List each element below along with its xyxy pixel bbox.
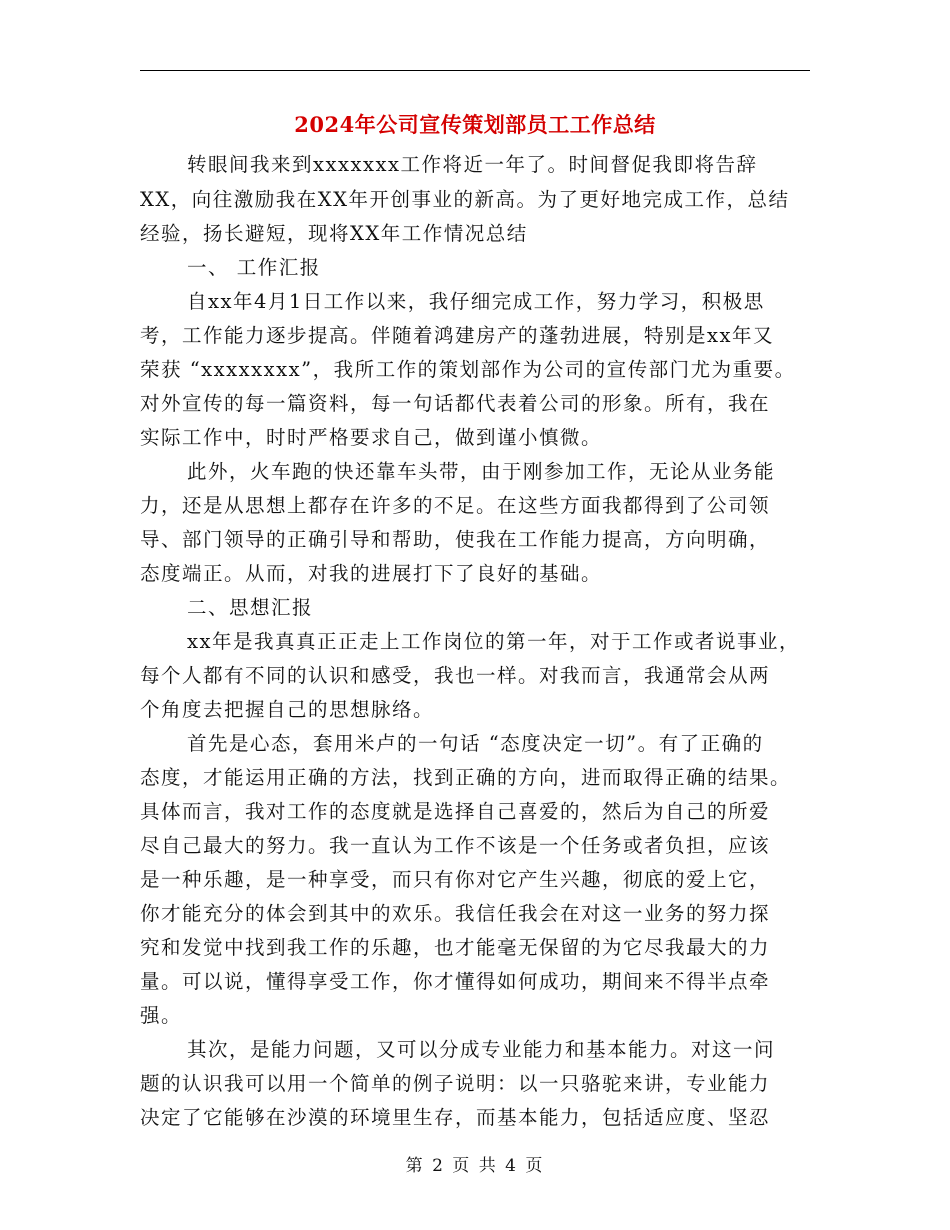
body-line: 个角度去把握自己的思想脉络。	[140, 698, 435, 721]
body-line: 题的认识我可以用一个简单的例子说明：以一只骆驼来讲，专业能力	[140, 1072, 771, 1095]
body-line: 力，还是从思想上都存在许多的不足。在这些方面我都得到了公司领	[140, 494, 771, 517]
body-line: 究和发觉中找到我工作的乐趣，也才能毫无保留的为它尽我最大的力	[140, 936, 771, 959]
body-line: 态度，才能运用正确的方法，找到正确的方向，进而取得正确的结果。	[140, 766, 792, 789]
body-line: 具体而言，我对工作的态度就是选择自己喜爱的，然后为自己的所爱	[140, 800, 771, 823]
body-line: 你才能充分的体会到其中的欢乐。我信任我会在对这一业务的努力探	[140, 902, 771, 925]
body-line: 荣获 “xxxxxxxx”，我所工作的策划部作为公司的宣传部门尤为重要。	[140, 358, 796, 381]
document-title: 2024年公司宣传策划部员工工作总结	[294, 112, 656, 137]
body-line: 考，工作能力逐步提高。伴随着鸿建房产的蓬勃进展，特别是xx年又	[140, 324, 774, 347]
page-number-footer: 第 2 页 共 4 页	[405, 1156, 545, 1176]
body-line: 转眼间我来到xxxxxxx工作将近一年了。时间督促我即将告辞	[187, 153, 758, 176]
body-line: 态度端正。从而，对我的进展打下了良好的基础。	[140, 562, 603, 585]
body-line: 对外宣传的每一篇资料，每一句话都代表着公司的形象。所有，我在	[140, 392, 771, 415]
body-line: 尽自己最大的努力。我一直认为工作不该是一个任务或者负担，应该	[140, 834, 771, 857]
body-line: 首先是心态，套用米卢的一句话 “态度决定一切”。有了正确的	[187, 732, 764, 755]
body-line: 量。可以说，懂得享受工作，你才懂得如何成功，期间来不得半点牵	[140, 970, 771, 993]
body-line: xx年是我真真正正走上工作岗位的第一年，对于工作或者说事业，	[187, 630, 800, 653]
body-line: 每个人都有不同的认识和感受，我也一样。对我而言，我通常会从两	[140, 664, 771, 687]
body-line: 此外，火车跑的快还靠车头带，由于刚参加工作，无论从业务能	[187, 460, 776, 483]
body-line: XX，向往激励我在XX年开创事业的新高。为了更好地完成工作，总结	[140, 188, 790, 211]
body-line: 实际工作中，时时严格要求自己，做到谨小慎微。	[140, 426, 603, 449]
body-line: 是一种乐趣，是一种享受，而只有你对它产生兴趣，彻底的爱上它，	[140, 868, 771, 891]
section-heading: 一、 工作汇报	[187, 256, 321, 279]
body-line: 经验，扬长避短，现将XX年工作情况总结	[140, 222, 528, 245]
body-line: 强。	[140, 1004, 183, 1027]
section-heading: 二、思想汇报	[187, 596, 314, 619]
body-line: 导、部门领导的正确引导和帮助，使我在工作能力提高，方向明确，	[140, 528, 771, 551]
body-line: 其次，是能力问题，又可以分成专业能力和基本能力。对这一问	[187, 1038, 776, 1061]
body-line: 决定了它能够在沙漠的环境里生存，而基本能力，包括适应度、坚忍	[140, 1106, 771, 1129]
header-rule	[140, 70, 810, 71]
body-line: 自xx年4月1日工作以来，我仔细完成工作，努力学习，积极思	[187, 290, 765, 313]
